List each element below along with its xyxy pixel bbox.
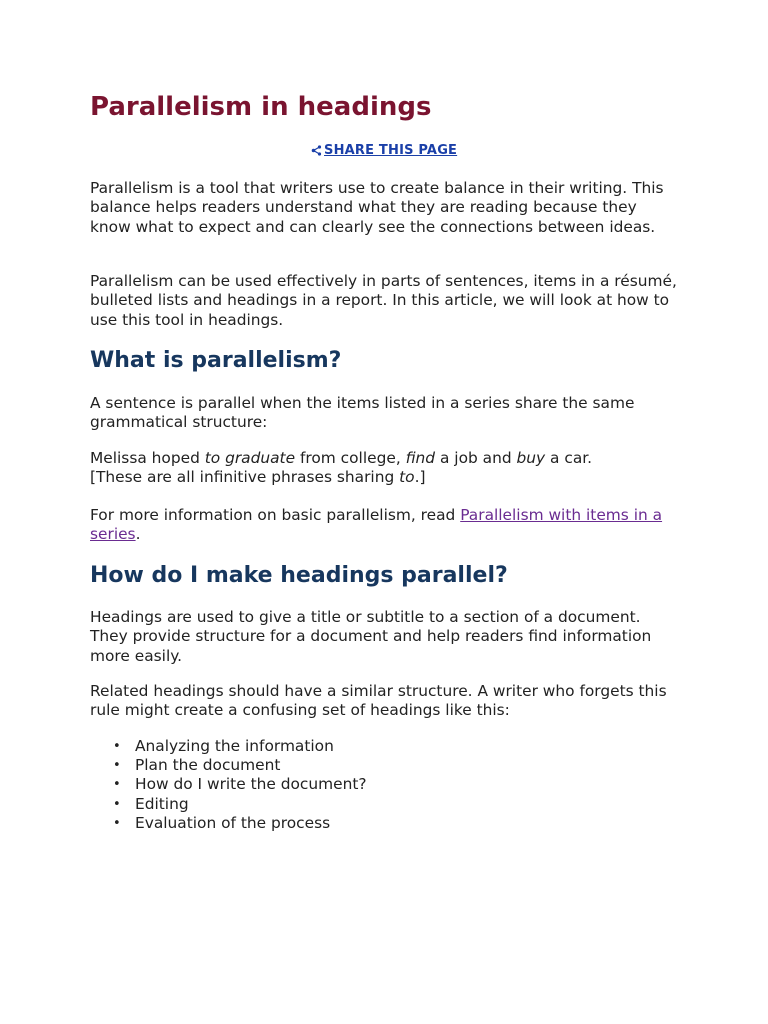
section-heading-make-headings-parallel: How do I make headings parallel? [90, 563, 508, 588]
more-info-text: For more information on basic parallelism, read [90, 506, 461, 524]
parallelism-items-series-link[interactable]: Parallelism with items in a series [90, 506, 663, 544]
example-italic: to graduate [204, 449, 296, 467]
example-text: from college, [295, 449, 406, 467]
section2-paragraph-1: Headings are used to give a title or subtitle to a section of a document. They provide structure for a document and help readers find information more easily. [90, 608, 652, 665]
example-note-italic: to [399, 468, 415, 487]
share-icon [311, 144, 322, 162]
example-text: a job and [435, 449, 517, 467]
headings-example-list [90, 737, 680, 833]
example-text: a car. [545, 449, 593, 467]
list-item: • Evaluation of the process [90, 814, 680, 833]
more-info-text: . [135, 525, 141, 544]
intro-paragraph-2: Parallelism can be used effectively in parts of sentences, items in a résumé, bulleted lists and headings in a report. In this article, we will look at how to use this tool in headings. [90, 272, 677, 329]
list-item: • Editing [90, 795, 680, 814]
list-item: • Analyzing the information [90, 737, 680, 756]
example-sentence [90, 449, 680, 488]
section1-paragraph: A sentence is parallel when the items listed in a series share the same grammatical structure: [90, 394, 635, 432]
example-italic: buy [516, 449, 546, 467]
example-note: .] [414, 468, 426, 487]
more-info-paragraph [90, 506, 680, 545]
section2-paragraph-2: Related headings should have a similar structure. A writer who forgets this rule might create a confusing set of headings like this: [90, 682, 667, 720]
page-title: Parallelism in headings [90, 92, 432, 122]
list-item: • Plan the document [90, 756, 680, 775]
example-text: Melissa hoped [90, 449, 205, 467]
list-item: • How do I write the document? [90, 775, 680, 794]
section-heading-what-is-parallelism: What is parallelism? [90, 348, 342, 373]
share-this-page-link[interactable] [311, 142, 457, 162]
share-label: SHARE THIS PAGE [324, 143, 458, 158]
example-note: [These are all infinitive phrases sharing [90, 468, 400, 487]
intro-paragraph-1: Parallelism is a tool that writers use to create balance in their writing. This balance helps readers understand what they are reading because they know what to expect and can clearly see the connections between ideas. [90, 179, 664, 236]
example-italic: find [405, 449, 436, 467]
